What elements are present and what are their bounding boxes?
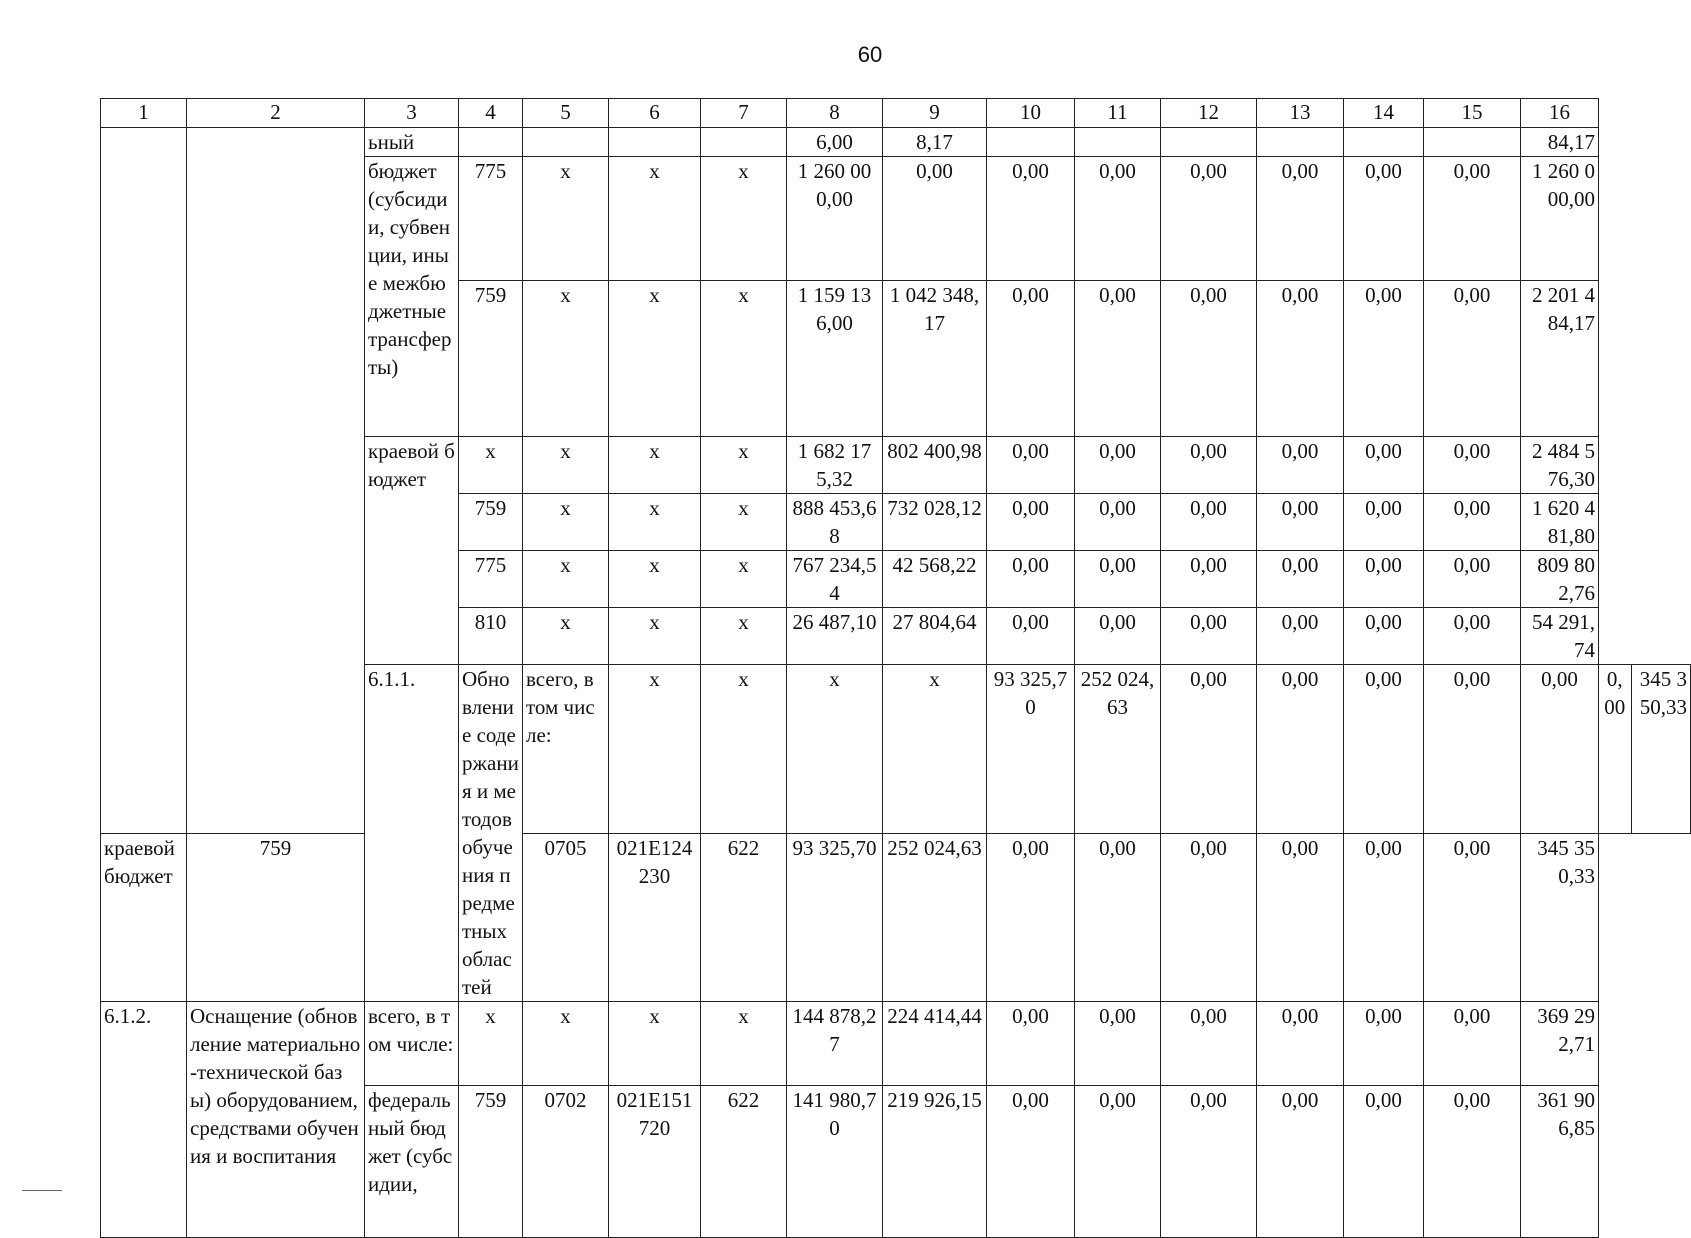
table-cell: 0,00 xyxy=(1344,551,1424,608)
table-cell: x xyxy=(609,665,701,834)
table-cell: 021E124230 xyxy=(609,834,701,1002)
table-cell: 0,00 xyxy=(1075,157,1161,281)
table-cell: 0,00 xyxy=(1424,608,1521,665)
table-cell: всего, в том числе: xyxy=(365,1002,459,1086)
header-cell: 15 xyxy=(1424,99,1521,128)
table-cell: x xyxy=(459,437,523,494)
table-cell: 767 234,54 xyxy=(787,551,883,608)
table-cell: 810 xyxy=(459,608,523,665)
table-cell: 0,00 xyxy=(1075,608,1161,665)
table-cell xyxy=(459,128,523,157)
table-cell: 0,00 xyxy=(1344,494,1424,551)
table-cell: 1 042 348,17 xyxy=(883,281,987,437)
table-cell: x xyxy=(523,1002,609,1086)
table-cell: 0,00 xyxy=(1344,1002,1424,1086)
table-cell xyxy=(187,128,365,834)
table-cell: 0,00 xyxy=(987,834,1075,1002)
table-cell xyxy=(1257,128,1344,157)
table-cell: 0,00 xyxy=(1161,551,1257,608)
table-cell: 622 xyxy=(701,834,787,1002)
header-cell: 13 xyxy=(1257,99,1344,128)
table-cell: всего, в том числе: xyxy=(523,665,609,834)
table-cell: x xyxy=(523,494,609,551)
header-cell: 2 xyxy=(187,99,365,128)
table-cell: 54 291,74 xyxy=(1521,608,1599,665)
table-cell: 622 xyxy=(701,1086,787,1238)
header-cell: 9 xyxy=(883,99,987,128)
table-cell: краевой бюджет xyxy=(101,834,187,1002)
table-cell: 0,00 xyxy=(1161,437,1257,494)
table-cell: x xyxy=(523,608,609,665)
activity-name-cell: Обновление содержания и методов обучения предметных областей xyxy=(459,665,523,1002)
table-cell: 0,00 xyxy=(1161,1002,1257,1086)
table-cell: 0,00 xyxy=(987,551,1075,608)
table-cell: 0,00 xyxy=(1424,665,1521,834)
table-cell: x xyxy=(459,1002,523,1086)
table-row xyxy=(101,128,1691,157)
table-cell: x xyxy=(701,665,787,834)
table-cell: 0,00 xyxy=(1161,494,1257,551)
table-cell: x xyxy=(609,494,701,551)
table-cell: 0,00 xyxy=(1257,157,1344,281)
table-cell: 775 xyxy=(459,551,523,608)
table-cell: 0,00 xyxy=(1075,437,1161,494)
table-cell: 0,00 xyxy=(1424,157,1521,281)
table-cell: 84,17 xyxy=(1521,128,1599,157)
table-cell: 0,00 xyxy=(1599,665,1632,834)
row-number-cell: 6.1.1. xyxy=(365,665,459,1002)
table-cell: 0,00 xyxy=(1424,437,1521,494)
table-cell: 0,00 xyxy=(1075,494,1161,551)
table-cell: 369 292,71 xyxy=(1521,1002,1599,1086)
table-cell: бюджет (субсидии, субвенции, иные межбюджетные трансферты) xyxy=(365,157,459,437)
header-cell: 7 xyxy=(701,99,787,128)
table-cell: 0,00 xyxy=(1424,494,1521,551)
table-cell: 0702 xyxy=(523,1086,609,1238)
table-cell: 0,00 xyxy=(1344,608,1424,665)
table-cell: 0,00 xyxy=(1075,834,1161,1002)
table-cell: 0,00 xyxy=(1161,281,1257,437)
table-cell: x xyxy=(609,157,701,281)
table-cell: 0,00 xyxy=(1344,437,1424,494)
table-cell: 0,00 xyxy=(1521,665,1599,834)
table-cell: 0,00 xyxy=(1257,1002,1344,1086)
table-cell: x xyxy=(609,608,701,665)
header-cell: 4 xyxy=(459,99,523,128)
header-cell: 12 xyxy=(1161,99,1257,128)
table-cell: 0,00 xyxy=(1257,665,1344,834)
table-cell: 0,00 xyxy=(883,157,987,281)
table-cell: 759 xyxy=(459,281,523,437)
table-cell: x xyxy=(701,281,787,437)
table-cell: 888 453,68 xyxy=(787,494,883,551)
table-cell: 0,00 xyxy=(1257,281,1344,437)
table-cell: 0,00 xyxy=(1424,1002,1521,1086)
header-cell: 11 xyxy=(1075,99,1161,128)
table-cell: x xyxy=(523,551,609,608)
table-cell: 0,00 xyxy=(1161,834,1257,1002)
table-cell: 0705 xyxy=(523,834,609,1002)
table-cell: федеральный бюджет (субсидии, xyxy=(365,1086,459,1238)
table-cell: 0,00 xyxy=(1424,1086,1521,1238)
table-cell: 1 682 175,32 xyxy=(787,437,883,494)
table-cell: x xyxy=(701,494,787,551)
table-cell: 27 804,64 xyxy=(883,608,987,665)
table-cell: x xyxy=(701,1002,787,1086)
table-cell: 1 260 000,00 xyxy=(787,157,883,281)
table-row xyxy=(101,1002,1691,1086)
table-cell: 021E151720 xyxy=(609,1086,701,1238)
table-cell: x xyxy=(523,437,609,494)
table-cell: 144 878,27 xyxy=(787,1002,883,1086)
table-cell: 0,00 xyxy=(1424,551,1521,608)
activity-name-cell: Оснащение (обновление материально-технической базы) оборудованием, средствами обучения и воспитания xyxy=(187,1002,365,1238)
table-cell: 224 414,44 xyxy=(883,1002,987,1086)
table-cell: 0,00 xyxy=(1161,157,1257,281)
table-cell: x xyxy=(701,157,787,281)
table-cell: 0,00 xyxy=(987,157,1075,281)
header-cell: 5 xyxy=(523,99,609,128)
header-cell: 6 xyxy=(609,99,701,128)
page-number: 60 xyxy=(857,42,883,67)
table-cell: x xyxy=(609,437,701,494)
row-number-cell: 6.1.2. xyxy=(101,1002,187,1238)
table-cell: 26 487,10 xyxy=(787,608,883,665)
table-cell xyxy=(609,128,701,157)
table-cell: 8,17 xyxy=(883,128,987,157)
table-cell: 0,00 xyxy=(1257,1086,1344,1238)
table-cell: x xyxy=(701,608,787,665)
table-cell: x xyxy=(609,281,701,437)
table-cell: 219 926,15 xyxy=(883,1086,987,1238)
table-cell: 0,00 xyxy=(1075,281,1161,437)
table-cell: x xyxy=(523,157,609,281)
table-cell: 1 159 136,00 xyxy=(787,281,883,437)
table-row xyxy=(101,834,1691,1002)
table-cell xyxy=(1344,128,1424,157)
table-cell: 0,00 xyxy=(1344,281,1424,437)
table-cell: 0,00 xyxy=(987,608,1075,665)
table-cell: 0,00 xyxy=(1424,834,1521,1002)
table-cell xyxy=(987,128,1075,157)
table-cell: 0,00 xyxy=(987,1086,1075,1238)
table-cell: 2 201 484,17 xyxy=(1521,281,1599,437)
table-cell: 252 024,63 xyxy=(1075,665,1161,834)
table-cell xyxy=(1424,128,1521,157)
table-cell: 759 xyxy=(459,1086,523,1238)
table-cell: 732 028,12 xyxy=(883,494,987,551)
table-cell: ьный xyxy=(365,128,459,157)
table-cell: 0,00 xyxy=(1257,437,1344,494)
table-cell: 1 620 481,80 xyxy=(1521,494,1599,551)
table-cell: 1 260 000,00 xyxy=(1521,157,1599,281)
table-cell: x xyxy=(701,551,787,608)
table-cell: 2 484 576,30 xyxy=(1521,437,1599,494)
table-cell xyxy=(1075,128,1161,157)
table-cell: 0,00 xyxy=(1075,551,1161,608)
table-cell: 802 400,98 xyxy=(883,437,987,494)
table-cell: 0,00 xyxy=(1344,834,1424,1002)
header-row xyxy=(101,99,1691,128)
table-cell: 0,00 xyxy=(1344,665,1424,834)
table-cell: x xyxy=(609,1002,701,1086)
table-cell: 0,00 xyxy=(1161,1086,1257,1238)
table-cell: 0,00 xyxy=(1075,1002,1161,1086)
table-cell: 252 024,63 xyxy=(883,834,987,1002)
table-cell: 0,00 xyxy=(1075,1086,1161,1238)
header-cell: 10 xyxy=(987,99,1075,128)
table-cell: x xyxy=(701,437,787,494)
table-cell: 0,00 xyxy=(1257,494,1344,551)
table-cell: 759 xyxy=(459,494,523,551)
table-cell: x xyxy=(883,665,987,834)
table-cell: краевой бюджет xyxy=(365,437,459,665)
table-cell: x xyxy=(787,665,883,834)
table-cell: 42 568,22 xyxy=(883,551,987,608)
table-cell: 0,00 xyxy=(987,437,1075,494)
table-cell xyxy=(523,128,609,157)
table-cell xyxy=(101,128,187,834)
table-cell xyxy=(701,128,787,157)
table-cell xyxy=(1161,128,1257,157)
table-cell: 809 802,76 xyxy=(1521,551,1599,608)
table-cell: 0,00 xyxy=(987,1002,1075,1086)
table-cell: 0,00 xyxy=(1257,551,1344,608)
table-cell: 361 906,85 xyxy=(1521,1086,1599,1238)
table-cell: 775 xyxy=(459,157,523,281)
table-cell: 93 325,70 xyxy=(787,834,883,1002)
table-cell: 6,00 xyxy=(787,128,883,157)
table-cell: 345 350,33 xyxy=(1631,665,1690,834)
table-cell: 0,00 xyxy=(987,281,1075,437)
table-cell: 0,00 xyxy=(987,494,1075,551)
table-cell: 0,00 xyxy=(1161,608,1257,665)
table-cell: 0,00 xyxy=(1344,157,1424,281)
table-cell: 0,00 xyxy=(1257,608,1344,665)
footer-mark xyxy=(22,1190,62,1191)
header-cell: 1 xyxy=(101,99,187,128)
table-cell: 759 xyxy=(187,834,365,1002)
header-cell: 16 xyxy=(1521,99,1599,128)
table-cell: 93 325,70 xyxy=(987,665,1075,834)
table-cell: 0,00 xyxy=(1344,1086,1424,1238)
header-cell: 8 xyxy=(787,99,883,128)
table-cell: 0,00 xyxy=(1424,281,1521,437)
table-cell: x xyxy=(523,281,609,437)
budget-table xyxy=(100,98,1691,1238)
header-cell: 3 xyxy=(365,99,459,128)
header-cell: 14 xyxy=(1344,99,1424,128)
table-cell: 345 350,33 xyxy=(1521,834,1599,1002)
table-cell: 141 980,70 xyxy=(787,1086,883,1238)
table-cell: x xyxy=(609,551,701,608)
table-cell: 0,00 xyxy=(1257,834,1344,1002)
table-cell: 0,00 xyxy=(1161,665,1257,834)
